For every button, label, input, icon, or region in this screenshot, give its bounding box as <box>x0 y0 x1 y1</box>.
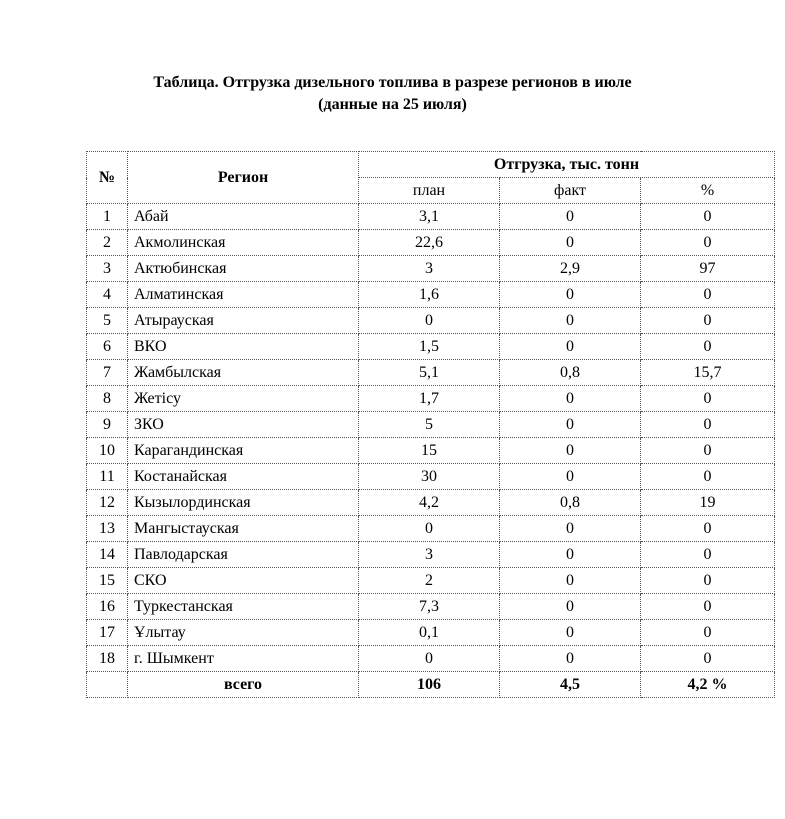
header-plan: план <box>359 178 500 204</box>
row-number: 2 <box>87 230 128 256</box>
total-label: всего <box>128 672 359 698</box>
row-number: 8 <box>87 386 128 412</box>
fact-value: 0 <box>500 568 641 594</box>
percent-value: 0 <box>641 594 775 620</box>
percent-value: 15,7 <box>641 360 775 386</box>
percent-value: 19 <box>641 490 775 516</box>
table-row <box>87 568 775 594</box>
table-row <box>87 230 775 256</box>
table-row <box>87 412 775 438</box>
header-region: Регион <box>128 152 359 204</box>
percent-value: 0 <box>641 438 775 464</box>
table-row <box>87 620 775 646</box>
region-name: Павлодарская <box>128 542 359 568</box>
plan-value: 3 <box>359 256 500 282</box>
row-number: 16 <box>87 594 128 620</box>
percent-value: 0 <box>641 230 775 256</box>
row-number: 10 <box>87 438 128 464</box>
region-name: Туркестанская <box>128 594 359 620</box>
document-title <box>0 72 785 116</box>
table-row <box>87 438 775 464</box>
table-row <box>87 282 775 308</box>
plan-value: 3,1 <box>359 204 500 230</box>
row-number: 5 <box>87 308 128 334</box>
row-number: 17 <box>87 620 128 646</box>
header-fact: факт <box>500 178 641 204</box>
row-number: 14 <box>87 542 128 568</box>
fact-value: 0 <box>500 542 641 568</box>
percent-value: 0 <box>641 204 775 230</box>
percent-value: 0 <box>641 568 775 594</box>
percent-value: 97 <box>641 256 775 282</box>
region-name: Жамбылская <box>128 360 359 386</box>
table-row <box>87 490 775 516</box>
fact-value: 2,9 <box>500 256 641 282</box>
plan-value: 30 <box>359 464 500 490</box>
row-number: 3 <box>87 256 128 282</box>
total-number-cell <box>87 672 128 698</box>
plan-value: 0 <box>359 308 500 334</box>
header-percent: % <box>641 178 775 204</box>
row-number: 4 <box>87 282 128 308</box>
total-percent: 4,2 % <box>641 672 775 698</box>
fact-value: 0 <box>500 412 641 438</box>
percent-value: 0 <box>641 516 775 542</box>
total-plan: 106 <box>359 672 500 698</box>
row-number: 6 <box>87 334 128 360</box>
table-row <box>87 594 775 620</box>
region-name: Жетісу <box>128 386 359 412</box>
row-number: 15 <box>87 568 128 594</box>
percent-value: 0 <box>641 308 775 334</box>
header-row-1 <box>87 152 775 178</box>
row-number: 9 <box>87 412 128 438</box>
region-name: ЗКО <box>128 412 359 438</box>
percent-value: 0 <box>641 282 775 308</box>
header-number: № <box>87 152 128 204</box>
shipment-table <box>86 151 775 698</box>
percent-value: 0 <box>641 646 775 672</box>
plan-value: 22,6 <box>359 230 500 256</box>
row-number: 12 <box>87 490 128 516</box>
region-name: ВКО <box>128 334 359 360</box>
plan-value: 2 <box>359 568 500 594</box>
region-name: Актюбинская <box>128 256 359 282</box>
percent-value: 0 <box>641 334 775 360</box>
plan-value: 1,7 <box>359 386 500 412</box>
plan-value: 5 <box>359 412 500 438</box>
region-name: Карагандинская <box>128 438 359 464</box>
fact-value: 0,8 <box>500 360 641 386</box>
fact-value: 0 <box>500 438 641 464</box>
table-row <box>87 464 775 490</box>
plan-value: 4,2 <box>359 490 500 516</box>
region-name: Акмолинская <box>128 230 359 256</box>
fact-value: 0 <box>500 334 641 360</box>
fact-value: 0 <box>500 620 641 646</box>
region-name: Алматинская <box>128 282 359 308</box>
fact-value: 0 <box>500 230 641 256</box>
plan-value: 5,1 <box>359 360 500 386</box>
table-row <box>87 308 775 334</box>
plan-value: 0 <box>359 646 500 672</box>
percent-value: 0 <box>641 464 775 490</box>
plan-value: 0,1 <box>359 620 500 646</box>
row-number: 13 <box>87 516 128 542</box>
table-row <box>87 542 775 568</box>
region-name: Атырауская <box>128 308 359 334</box>
table-row <box>87 516 775 542</box>
plan-value: 7,3 <box>359 594 500 620</box>
table-row <box>87 646 775 672</box>
row-number: 18 <box>87 646 128 672</box>
table-row <box>87 204 775 230</box>
plan-value: 0 <box>359 516 500 542</box>
fact-value: 0 <box>500 516 641 542</box>
region-name: СКО <box>128 568 359 594</box>
fact-value: 0 <box>500 464 641 490</box>
fact-value: 0 <box>500 282 641 308</box>
region-name: Мангыстауская <box>128 516 359 542</box>
fact-value: 0 <box>500 204 641 230</box>
percent-value: 0 <box>641 620 775 646</box>
fact-value: 0 <box>500 308 641 334</box>
fact-value: 0 <box>500 594 641 620</box>
title-line-1: Таблица. Отгрузка дизельного топлива в разрезе регионов в июле <box>153 74 632 91</box>
region-name: Ұлытау <box>128 620 359 646</box>
fact-value: 0 <box>500 386 641 412</box>
table-row <box>87 386 775 412</box>
plan-value: 1,5 <box>359 334 500 360</box>
fact-value: 0,8 <box>500 490 641 516</box>
total-row <box>87 672 775 698</box>
table-row <box>87 334 775 360</box>
region-name: г. Шымкент <box>128 646 359 672</box>
header-shipment-group: Отгрузка, тыс. тонн <box>359 152 775 178</box>
table-row <box>87 256 775 282</box>
plan-value: 1,6 <box>359 282 500 308</box>
percent-value: 0 <box>641 412 775 438</box>
plan-value: 3 <box>359 542 500 568</box>
table-row <box>87 360 775 386</box>
percent-value: 0 <box>641 386 775 412</box>
percent-value: 0 <box>641 542 775 568</box>
total-fact: 4,5 <box>500 672 641 698</box>
title-line-2: (данные на 25 июля) <box>318 96 467 113</box>
region-name: Костанайская <box>128 464 359 490</box>
row-number: 7 <box>87 360 128 386</box>
region-name: Абай <box>128 204 359 230</box>
fact-value: 0 <box>500 646 641 672</box>
row-number: 1 <box>87 204 128 230</box>
table-body <box>87 204 775 672</box>
row-number: 11 <box>87 464 128 490</box>
plan-value: 15 <box>359 438 500 464</box>
region-name: Кызылординская <box>128 490 359 516</box>
